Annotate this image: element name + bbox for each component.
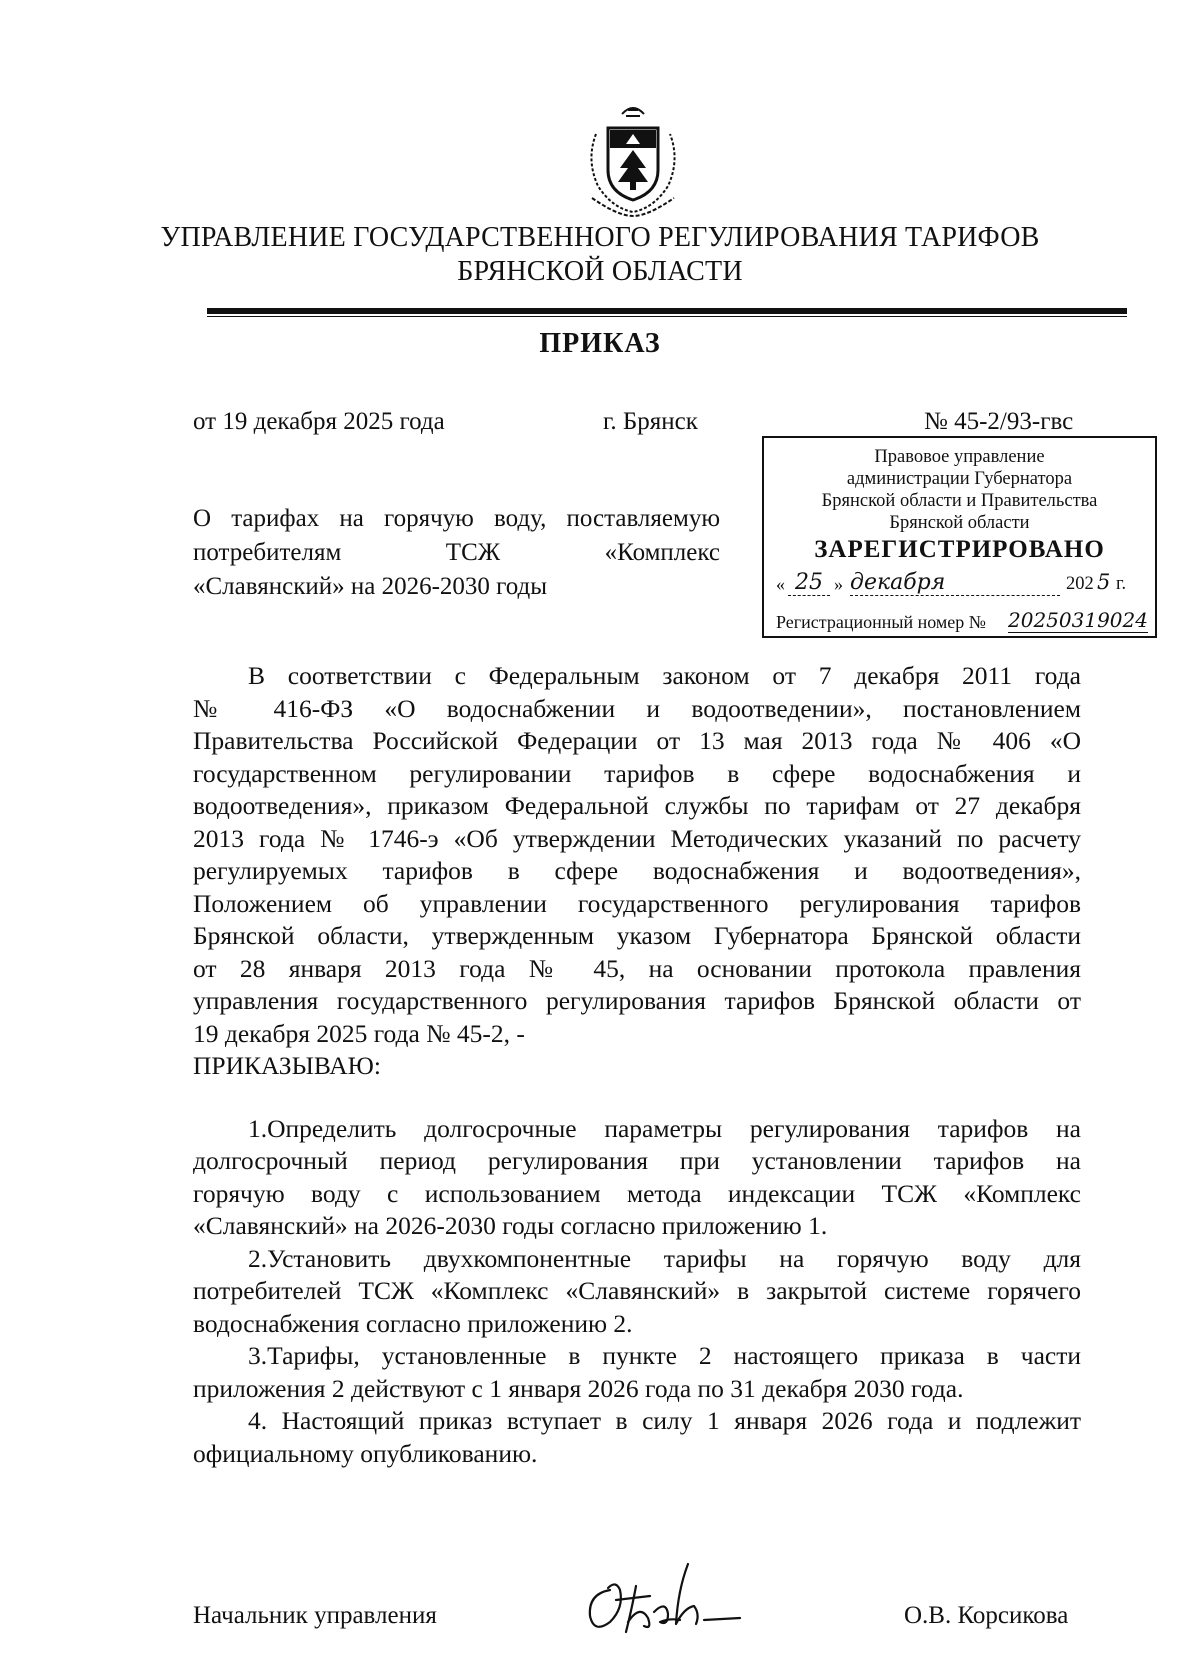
stamp-day: 25 <box>788 570 830 596</box>
coat-of-arms-emblem <box>578 100 688 220</box>
stamp-line-4: Брянской области <box>889 513 1030 533</box>
preamble-line: В соответствии с Федеральным законом от 7 декабря 2011 года <box>248 661 1081 690</box>
item-line: приложения 2 действуют с 1 января 2026 года по 31 декабря 2030 года. <box>193 1373 964 1403</box>
subject-line: «Славянский» на 2026-2030 годы <box>193 573 548 600</box>
stamp-reg-number: 20250319024 <box>1008 608 1148 632</box>
order-subject <box>193 502 720 604</box>
header-rule <box>207 308 1127 314</box>
item-line: 1.Определить долгосрочные параметры регулирования тарифов на <box>248 1113 1081 1143</box>
item-line: потребителей ТСЖ «Комплекс «Славянский» в закрытой системе горячего <box>193 1276 1081 1305</box>
order-word: ПРИКАЗЫВАЮ: <box>193 1051 381 1080</box>
preamble-line: Положением об управлении государственного регулирования тарифов <box>193 888 1081 918</box>
preamble-line: от 28 января 2013 года № 45, на основании протокола правления <box>193 953 1081 983</box>
preamble-line: 2013 года № 1746-э «Об утверждении Методических указаний по расчету <box>193 823 1081 853</box>
preamble-paragraph <box>193 660 1081 1050</box>
stamp-year-unit: г. <box>1116 574 1127 594</box>
item-line: «Славянский» на 2026-2030 годы согласно приложению 1. <box>193 1211 828 1240</box>
stamp-line-2: администрации Губернатора <box>846 469 1073 489</box>
preamble-line: Брянской области, утвержденным указом Губернатора Брянской области <box>193 921 1081 950</box>
preamble-line: № 416-ФЗ «О водоснабжении и водоотведении», постановлением <box>193 693 1081 723</box>
item-line: долгосрочный период регулирования при установлении тарифов на <box>193 1146 1081 1175</box>
stamp-line-3: Брянской области и Правительства <box>821 491 1098 511</box>
header-rule-thin <box>207 316 1127 317</box>
order-city: г. Брянск <box>603 408 698 435</box>
signatory-position: Начальник управления <box>193 1602 437 1629</box>
stamp-year-suffix: 5 <box>1097 570 1111 594</box>
item-line: 3.Тарифы, установленные в пункте 2 настоящего приказа в части <box>248 1341 1081 1370</box>
document-title: ПРИКАЗ <box>539 328 661 359</box>
signatory-name: О.В. Корсикова <box>904 1602 1069 1629</box>
order-item-3 <box>193 1340 1081 1405</box>
preamble-line: Правительства Российской Федерации от 13 мая 2013 года № 406 «О <box>193 726 1081 755</box>
stamp-month: декабря <box>850 570 1060 596</box>
organization-name-line1: УПРАВЛЕНИЕ ГОСУДАРСТВЕННОГО РЕГУЛИРОВАНИЯ ТАРИФОВ <box>160 222 1040 253</box>
stamp-date-row: « 25 » декабря 202 5 г. <box>776 570 1127 595</box>
order-item-2 <box>193 1243 1081 1341</box>
item-line: водоснабжения согласно приложению 2. <box>193 1308 633 1338</box>
preamble-line: регулируемых тарифов в сфере водоснабжения и водоотведения», <box>193 856 1081 885</box>
order-item-1 <box>193 1113 1081 1243</box>
order-date: от 19 декабря 2025 года <box>193 408 445 435</box>
stamp-year-prefix: 202 <box>1066 574 1094 594</box>
item-line: 2.Установить двухкомпонентные тарифы на горячую воду для <box>248 1243 1081 1273</box>
preamble-line: управления государственного регулирования тарифов Брянской области от <box>193 986 1081 1015</box>
subject-line: потребителям ТСЖ «Комплекс <box>193 539 720 566</box>
item-line: горячую воду с использованием метода индексации ТСЖ «Комплекс <box>193 1178 1081 1208</box>
item-line: 4. Настоящий приказ вступает в силу 1 января 2026 года и подлежит <box>248 1406 1081 1435</box>
order-number: № 45-2/93-гвс <box>924 408 1074 435</box>
stamp-reg-row <box>776 610 1148 636</box>
organization-name-line2: БРЯНСКОЙ ОБЛАСТИ <box>457 256 743 287</box>
order-body <box>193 660 1081 1470</box>
preamble-line: водоотведения», приказом Федеральной службы по тарифам от 27 декабря <box>193 791 1081 820</box>
registration-stamp <box>762 436 1157 638</box>
preamble-line: государственном регулировании тарифов в сфере водоснабжения и <box>193 758 1081 788</box>
item-line: официальному опубликованию. <box>193 1438 538 1468</box>
preamble-line: 19 декабря 2025 года № 45-2, - <box>193 1018 525 1048</box>
handwritten-signature <box>580 1560 750 1640</box>
stamp-line-1: Правовое управление <box>874 447 1045 467</box>
stamp-reg-label: Регистрационный номер № <box>776 612 986 632</box>
subject-line: О тарифах на горячую воду, поставляемую <box>193 505 720 532</box>
order-item-4 <box>193 1405 1081 1470</box>
stamp-status: ЗАРЕГИСТРИРОВАНО <box>814 536 1105 563</box>
